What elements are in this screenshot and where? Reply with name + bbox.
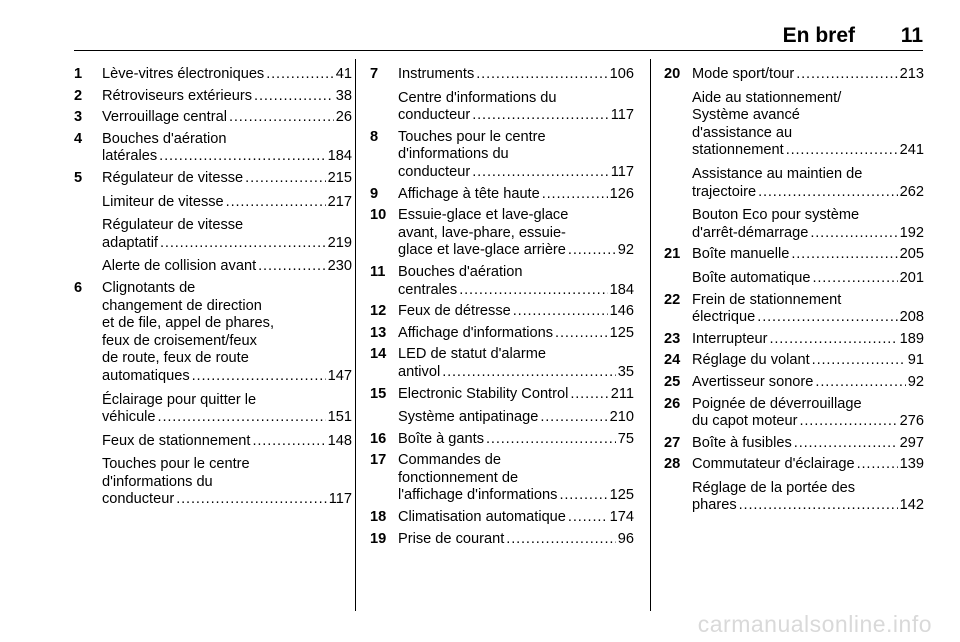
dot-leader [815, 374, 905, 392]
page-number: 11 [900, 24, 923, 47]
item-number: 2 [74, 87, 83, 104]
entry-text-line: d'arrêt-démarrage [692, 224, 809, 241]
entry-text-line: Clignotants de [102, 279, 196, 296]
dot-leader [513, 303, 608, 321]
entry-text-line: d'informations du [102, 473, 213, 490]
page-reference[interactable]: 106 [609, 66, 634, 82]
index-entry [664, 331, 924, 349]
page-reference[interactable]: 92 [617, 242, 634, 259]
entry-link[interactable] [102, 88, 352, 106]
page-reference[interactable]: 208 [899, 309, 924, 326]
entry-link[interactable] [398, 107, 634, 125]
entry-link[interactable] [692, 270, 924, 288]
entry-text-line: adaptatif [102, 234, 158, 251]
page-reference[interactable]: 125 [609, 487, 634, 504]
entry-text-line: d'informations du [398, 146, 509, 163]
entry-text-line: du capot moteur [692, 413, 798, 430]
item-number: 6 [74, 279, 83, 296]
index-sub-entry [664, 207, 924, 242]
entry-link[interactable] [102, 194, 352, 212]
page-reference[interactable]: 75 [617, 430, 634, 447]
page-reference[interactable]: 125 [609, 324, 634, 341]
entry-link[interactable] [398, 431, 634, 449]
dot-leader [472, 164, 609, 182]
index-entry [74, 66, 352, 84]
entry-text-line: Affichage d'informations [398, 324, 554, 341]
index-entry [664, 374, 924, 392]
dot-leader [459, 282, 607, 300]
index-entry [664, 292, 924, 327]
entry-text-line: Boîte automatique [692, 269, 811, 286]
item-number: 17 [370, 452, 387, 469]
entry-text-line: électrique [692, 309, 756, 326]
page-reference[interactable]: 38 [335, 87, 352, 104]
page-reference[interactable]: 91 [907, 352, 924, 369]
index-entry [370, 431, 634, 449]
entry-link[interactable] [398, 509, 634, 527]
item-number: 23 [664, 330, 681, 347]
dot-leader [791, 246, 897, 264]
item-number: 21 [664, 246, 681, 263]
dot-leader [542, 186, 608, 204]
page-reference[interactable]: 174 [609, 509, 634, 526]
index-entry [370, 66, 634, 84]
index-entry [370, 531, 634, 549]
dot-leader [229, 109, 334, 127]
page-reference[interactable]: 26 [335, 109, 352, 126]
entry-text-line: Système antipatinage [398, 409, 539, 426]
entry-text-line: Avertisseur sonore [692, 373, 814, 390]
page-reference[interactable]: 276 [899, 413, 924, 430]
dot-leader [160, 235, 326, 253]
index-sub-entry [664, 166, 924, 201]
dot-leader [472, 107, 609, 125]
dot-leader [476, 66, 607, 84]
entry-link[interactable] [692, 413, 924, 431]
entry-link[interactable] [692, 246, 924, 264]
entry-link[interactable] [398, 303, 634, 321]
index-sub-entry [74, 258, 352, 276]
item-number: 26 [664, 395, 681, 412]
item-number: 13 [370, 324, 387, 341]
item-number: 20 [664, 66, 681, 82]
index-sub-entry [74, 456, 352, 509]
entry-text-line: Réglage du volant [692, 352, 810, 369]
dot-leader [758, 184, 898, 202]
index-entry [74, 170, 352, 188]
entry-link[interactable] [398, 325, 634, 343]
entry-text-line: Touches pour le centre [102, 456, 250, 473]
index-entry [664, 435, 924, 453]
entry-text-line: changement de direction [102, 297, 262, 314]
entry-link[interactable] [692, 352, 924, 370]
dot-leader [266, 66, 334, 84]
entry-link[interactable] [102, 148, 352, 166]
entry-text-line: avant, lave-phare, essuie- [398, 224, 566, 241]
item-number: 12 [370, 303, 387, 320]
dot-leader [159, 148, 325, 166]
index-entry [370, 303, 634, 321]
entry-text-line: Réglage de la portée des [692, 479, 856, 496]
entry-text-line: Verrouillage central [102, 109, 227, 126]
entry-text-line: de route, feux de route [102, 350, 249, 367]
entry-link[interactable] [102, 170, 352, 188]
dot-leader [192, 368, 326, 386]
dot-leader [252, 433, 325, 451]
entry-link[interactable] [692, 225, 924, 243]
entry-link[interactable] [692, 497, 924, 515]
item-number: 16 [370, 430, 387, 447]
dot-leader [812, 352, 906, 370]
dot-leader [786, 142, 898, 160]
index-sub-entry [664, 480, 924, 515]
entry-text-line: conducteur [398, 107, 471, 124]
entry-text-line: Bouches d'aération [102, 130, 227, 147]
page-reference[interactable]: 139 [899, 456, 924, 473]
page-reference[interactable]: 211 [610, 385, 634, 402]
page-reference[interactable]: 92 [907, 373, 924, 390]
entry-text-line: véhicule [102, 409, 156, 426]
dot-leader [857, 456, 898, 474]
page-reference[interactable]: 126 [609, 185, 634, 202]
entry-text-line: stationnement [692, 142, 784, 159]
page-reference[interactable]: 297 [899, 434, 924, 451]
page-reference[interactable]: 96 [617, 530, 634, 547]
item-number: 4 [74, 130, 83, 147]
entry-text-line: phares [692, 497, 737, 514]
entry-link[interactable] [692, 435, 924, 453]
entry-text-line: Electronic Stability Control [398, 385, 569, 402]
entry-link[interactable] [398, 164, 634, 182]
item-number: 22 [664, 291, 681, 308]
entry-link[interactable] [102, 109, 352, 127]
entry-text-line: Système avancé [692, 107, 800, 124]
entry-text-line: Boîte à gants [398, 430, 485, 447]
entry-text-line: Feux de détresse [398, 303, 511, 320]
index-sub-entry [74, 194, 352, 212]
dot-leader [555, 325, 608, 343]
entry-link[interactable] [398, 487, 634, 505]
entry-text-line: centrales [398, 281, 458, 298]
entry-text-line: Lève-vitres électroniques [102, 66, 265, 82]
entry-link[interactable] [102, 409, 352, 427]
column-divider [650, 59, 651, 611]
dot-leader [258, 258, 326, 276]
entry-text-line: Rétroviseurs extérieurs [102, 87, 253, 104]
entry-link[interactable] [398, 364, 634, 382]
entry-text-line: Régulateur de vitesse [102, 169, 244, 186]
index-column-1 [74, 66, 352, 513]
entry-text-line: Bouton Eco pour système [692, 207, 860, 224]
entry-text-line: Centre d'informations du [398, 89, 557, 106]
index-sub-entry [664, 270, 924, 288]
page-reference[interactable]: 41 [335, 66, 352, 82]
page-reference[interactable]: 217 [327, 193, 352, 210]
item-number: 24 [664, 352, 681, 369]
entry-link[interactable] [398, 531, 634, 549]
index-entry [370, 509, 634, 527]
page-reference[interactable]: 184 [609, 281, 634, 298]
index-entry [370, 452, 634, 505]
index-sub-entry [370, 90, 634, 125]
entry-text-line: Essuie-glace et lave-glace [398, 207, 569, 224]
index-entry [370, 129, 634, 182]
page-reference[interactable]: 192 [899, 224, 924, 241]
dot-leader [254, 88, 334, 106]
index-sub-entry [74, 217, 352, 252]
item-number: 5 [74, 169, 83, 186]
page-reference[interactable]: 189 [899, 330, 924, 347]
dot-leader [794, 435, 898, 453]
entry-text-line: d'assistance au [692, 124, 793, 141]
index-sub-entry [74, 392, 352, 427]
entry-text-line: et de file, appel de phares, [102, 315, 275, 332]
page-reference[interactable]: 151 [327, 409, 352, 426]
entry-text-line: antivol [398, 363, 441, 380]
index-entry [664, 352, 924, 370]
entry-text-line: glace et lave-glace arrière [398, 242, 566, 259]
index-sub-entry [74, 433, 352, 451]
page-reference[interactable]: 230 [327, 258, 352, 275]
entry-link[interactable] [102, 433, 352, 451]
entry-link[interactable] [692, 184, 924, 202]
entry-link[interactable] [692, 142, 924, 160]
entry-link[interactable] [398, 66, 634, 84]
entry-text-line: conducteur [102, 491, 175, 508]
entry-text-line: Aide au stationnement/ [692, 89, 842, 106]
entry-text-line: Limiteur de vitesse [102, 193, 224, 210]
entry-text-line: trajectoire [692, 183, 757, 200]
entry-link[interactable] [692, 331, 924, 349]
dot-leader [757, 309, 897, 327]
header-divider [74, 50, 923, 51]
entry-text-line: Mode sport/tour [692, 66, 795, 82]
dot-leader [226, 194, 326, 212]
index-entry [370, 186, 634, 204]
item-number: 3 [74, 109, 83, 126]
entry-link[interactable] [102, 66, 352, 84]
index-entry [664, 396, 924, 431]
item-number: 7 [370, 66, 379, 82]
item-number: 25 [664, 373, 681, 390]
entry-text-line: LED de statut d'alarme [398, 346, 546, 363]
dot-leader [158, 409, 326, 427]
index-sub-entry [370, 409, 634, 427]
entry-text-line: Boîte à fusibles [692, 434, 792, 451]
item-number: 14 [370, 346, 387, 363]
entry-text-line: Feux de stationnement [102, 432, 251, 449]
entry-text-line: Boîte manuelle [692, 246, 790, 263]
index-entry [370, 325, 634, 343]
entry-link[interactable] [398, 242, 634, 260]
entry-text-line: l'affichage d'informations [398, 487, 558, 504]
watermark: carmanualsonline.info [697, 611, 932, 637]
page-reference[interactable]: 213 [899, 66, 924, 82]
entry-text-line: fonctionnement de [398, 469, 519, 486]
index-entry [664, 246, 924, 264]
index-entry [370, 207, 634, 260]
dot-leader [810, 225, 897, 243]
entry-link[interactable] [398, 282, 634, 300]
entry-text-line: feux de croisement/feux [102, 332, 257, 349]
entry-text-line: conducteur [398, 163, 471, 180]
entry-text-line: Bouches d'aération [398, 263, 523, 280]
entry-text-line: Commandes de [398, 452, 502, 469]
entry-text-line: Poignée de déverrouillage [692, 395, 862, 412]
item-number: 28 [664, 456, 681, 473]
entry-text-line: Éclairage pour quitter le [102, 391, 257, 408]
dot-leader [799, 413, 897, 431]
index-entry [74, 280, 352, 386]
item-number: 27 [664, 434, 681, 451]
item-number: 1 [74, 66, 83, 82]
item-number: 19 [370, 530, 387, 547]
dot-leader [739, 497, 898, 515]
entry-link[interactable] [398, 386, 634, 404]
dot-leader [486, 431, 616, 449]
dot-leader [796, 66, 897, 84]
dot-leader [442, 364, 616, 382]
dot-leader [568, 242, 616, 260]
entry-text-line: Prise de courant [398, 530, 505, 547]
item-number: 8 [370, 128, 379, 145]
dot-leader [769, 331, 897, 349]
index-entry [370, 386, 634, 404]
dot-leader [540, 409, 607, 427]
page-reference[interactable]: 117 [610, 163, 634, 180]
entry-text-line: Frein de stationnement [692, 291, 842, 308]
entry-link[interactable] [692, 66, 924, 84]
entry-text-line: Instruments [398, 66, 475, 82]
item-number: 15 [370, 385, 387, 402]
dot-leader [506, 531, 615, 549]
entry-text-line: latérales [102, 148, 158, 165]
page-reference[interactable]: 219 [327, 234, 352, 251]
entry-text-line: Régulateur de vitesse [102, 217, 244, 234]
page-reference[interactable]: 184 [327, 148, 352, 165]
item-number: 11 [370, 263, 386, 280]
dot-leader [559, 487, 607, 505]
dot-leader [245, 170, 325, 188]
page-section-title: En bref [782, 24, 855, 47]
item-number: 10 [370, 207, 387, 224]
entry-link[interactable] [692, 309, 924, 327]
page-reference[interactable]: 262 [899, 183, 924, 200]
entry-text-line: Alerte de collision avant [102, 258, 257, 275]
page-reference[interactable]: 35 [617, 363, 634, 380]
page-reference[interactable]: 201 [899, 269, 924, 286]
entry-text-line: Commutateur d'éclairage [692, 456, 855, 473]
index-entry [664, 456, 924, 474]
item-number: 18 [370, 509, 387, 526]
page-reference[interactable]: 117 [328, 491, 352, 508]
index-sub-entry [664, 90, 924, 160]
dot-leader [568, 509, 608, 527]
entry-link[interactable] [102, 258, 352, 276]
dot-leader [812, 270, 897, 288]
page-reference[interactable]: 117 [610, 107, 634, 124]
entry-text-line: Interrupteur [692, 330, 768, 347]
index-entry [74, 109, 352, 127]
index-entry [664, 66, 924, 84]
page-reference[interactable]: 215 [327, 169, 352, 186]
page-reference[interactable]: 241 [899, 142, 924, 159]
entry-text-line: Touches pour le centre [398, 128, 546, 145]
entry-text-line: Affichage à tête haute [398, 185, 540, 202]
column-divider [355, 59, 356, 611]
entry-text-line: automatiques [102, 367, 190, 384]
entry-link[interactable] [398, 186, 634, 204]
index-entry [370, 346, 634, 381]
page-reference[interactable]: 142 [899, 497, 924, 514]
dot-leader [570, 386, 608, 404]
page-reference[interactable]: 146 [609, 303, 634, 320]
page-reference[interactable]: 205 [899, 246, 924, 263]
entry-link[interactable] [102, 368, 352, 386]
index-entry [370, 264, 634, 299]
index-column-2 [370, 66, 634, 552]
entry-text-line: Climatisation automatique [398, 509, 566, 526]
index-column-3 [664, 66, 924, 519]
dot-leader [176, 491, 327, 509]
entry-link[interactable] [692, 374, 924, 392]
index-entry [74, 131, 352, 166]
entry-link[interactable] [102, 235, 352, 253]
entry-link[interactable] [692, 456, 924, 474]
page-reference[interactable]: 210 [609, 409, 634, 426]
index-entry [74, 88, 352, 106]
page-reference[interactable]: 147 [327, 367, 352, 384]
entry-text-line: Assistance au maintien de [692, 165, 863, 182]
entry-link[interactable] [398, 409, 634, 427]
entry-link[interactable] [102, 491, 352, 509]
page-reference[interactable]: 148 [327, 432, 352, 449]
item-number: 9 [370, 185, 379, 202]
